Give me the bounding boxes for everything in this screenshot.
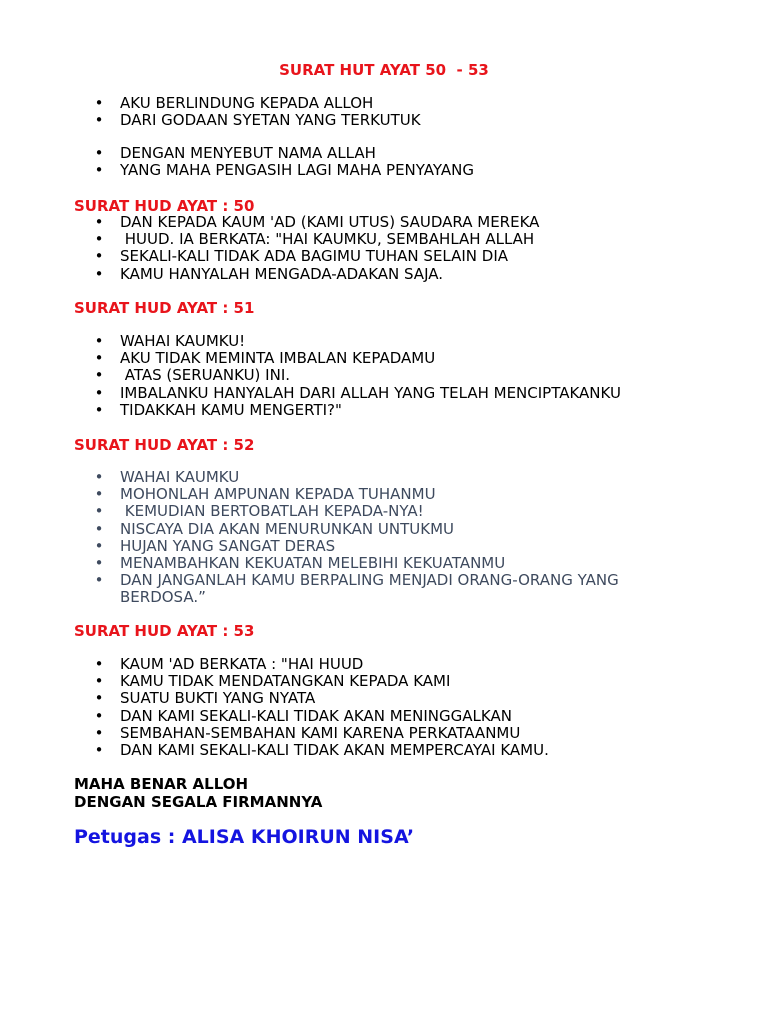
bullet-icon: • [94, 655, 104, 673]
list-item: • KAMU TIDAK MENDATANGKAN KEPADA KAMI [94, 672, 451, 691]
list-item: • AKU TIDAK MEMINTA IMBALAN KEPADAMU [94, 349, 436, 368]
list-item: • DENGAN MENYEBUT NAMA ALLAH [94, 144, 376, 162]
list-item: • WAHAI KAUMKU [94, 468, 240, 486]
bullet-icon: • [94, 144, 104, 162]
bullet-icon: • [94, 264, 104, 283]
list-item: • DAN KAMI SEKALI-KALI TIDAK AKAN MEMPERCAYAI KAMU. [94, 741, 549, 760]
section-heading-ayat-52: SURAT HUD AYAT : 52 [74, 436, 255, 454]
list-item: • SEKALI-KALI TIDAK ADA BAGIMU TUHAN SELAIN DIA [94, 247, 509, 266]
bullet-icon: • [94, 485, 104, 504]
bullet-icon: • [94, 468, 104, 486]
list-item: • KAUM 'AD BERKATA : "HAI HUUD [94, 655, 364, 673]
list-item: • HUJAN YANG SANGAT DERAS [94, 536, 336, 555]
list-item: • WAHAI KAUMKU! [94, 332, 246, 350]
list-item: • SUATU BUKTI YANG NYATA [94, 689, 316, 708]
bullet-icon: • [94, 366, 104, 385]
list-item: • DARI GODAAN SYETAN YANG TERKUTUK [94, 111, 421, 130]
bullet-icon: • [94, 519, 104, 538]
list-item: • YANG MAHA PENGASIH LAGI MAHA PENYAYANG [94, 161, 474, 180]
ayat-51-list [0, 333, 768, 419]
bullet-icon: • [94, 332, 104, 350]
bullet-icon: • [94, 741, 104, 760]
list-item: • IMBALANKU HANYALAH DARI ALLAH YANG TELAH MENCIPTAKANKU [94, 383, 621, 402]
list-item: • DAN KAMI SEKALI-KALI TIDAK AKAN MENINGGALKAN [94, 706, 512, 725]
list-item: • SEMBAHAN-SEMBAHAN KAMI KARENA PERKATAANMU [94, 723, 521, 742]
section-heading-ayat-50: SURAT HUD AYAT : 50 [74, 197, 255, 215]
bullet-icon: • [94, 247, 104, 266]
closing-line: DENGAN SEGALA FIRMANNYA [74, 793, 323, 811]
bullet-icon: • [94, 689, 104, 708]
bullet-icon: • [94, 400, 104, 419]
bullet-icon: • [94, 554, 104, 573]
list-item: • HUUD. IA BERKATA: "HAI KAUMKU, SEMBAHLAH ALLAH [94, 230, 535, 249]
ayat-50-list [0, 214, 768, 283]
bullet-icon: • [94, 383, 104, 402]
ayat-53-list [0, 656, 768, 759]
petugas-credit: Petugas : ALISA KHOIRUN NISA’ [74, 826, 415, 848]
intro-list [0, 95, 768, 129]
bullet-icon: • [94, 94, 104, 112]
bullet-icon: • [94, 723, 104, 742]
list-item: • AKU BERLINDUNG KEPADA ALLOH [94, 94, 374, 112]
bullet-icon: • [94, 536, 104, 555]
list-item: • MENAMBAHKAN KEKUATAN MELEBIHI KEKUATANMU [94, 554, 506, 573]
bullet-icon: • [94, 230, 104, 249]
bullet-icon: • [94, 706, 104, 725]
ayat-52-list [0, 469, 768, 607]
list-item: • NISCAYA DIA AKAN MENURUNKAN UNTUKMU [94, 519, 455, 538]
list-item: • DAN JANGANLAH KAMU BERPALING MENJADI ORANG-ORANG YANG BERDOSA.” [94, 571, 619, 607]
bullet-icon: • [94, 502, 104, 521]
bullet-icon: • [94, 349, 104, 368]
section-heading-ayat-53: SURAT HUD AYAT : 53 [74, 622, 255, 640]
bullet-icon: • [94, 571, 104, 590]
section-heading-ayat-51: SURAT HUD AYAT : 51 [74, 299, 255, 317]
bullet-icon: • [94, 161, 104, 180]
bullet-icon: • [94, 213, 104, 231]
list-item: • MOHONLAH AMPUNAN KEPADA TUHANMU [94, 485, 436, 504]
closing-line: MAHA BENAR ALLOH [74, 775, 249, 793]
list-item: • DAN KEPADA KAUM 'AD (KAMI UTUS) SAUDARA MEREKA [94, 213, 540, 231]
list-item: • TIDAKKAH KAMU MENGERTI?" [94, 400, 342, 419]
bullet-icon: • [94, 672, 104, 691]
document-title: SURAT HUT AYAT 50 - 53 [279, 61, 489, 79]
list-item: • KAMU HANYALAH MENGADA-ADAKAN SAJA. [94, 264, 443, 283]
bullet-icon: • [94, 111, 104, 130]
list-item: • KEMUDIAN BERTOBATLAH KEPADA-NYA! [94, 502, 424, 521]
list-item: • ATAS (SERUANKU) INI. [94, 366, 291, 385]
basmalah-list [0, 145, 768, 179]
